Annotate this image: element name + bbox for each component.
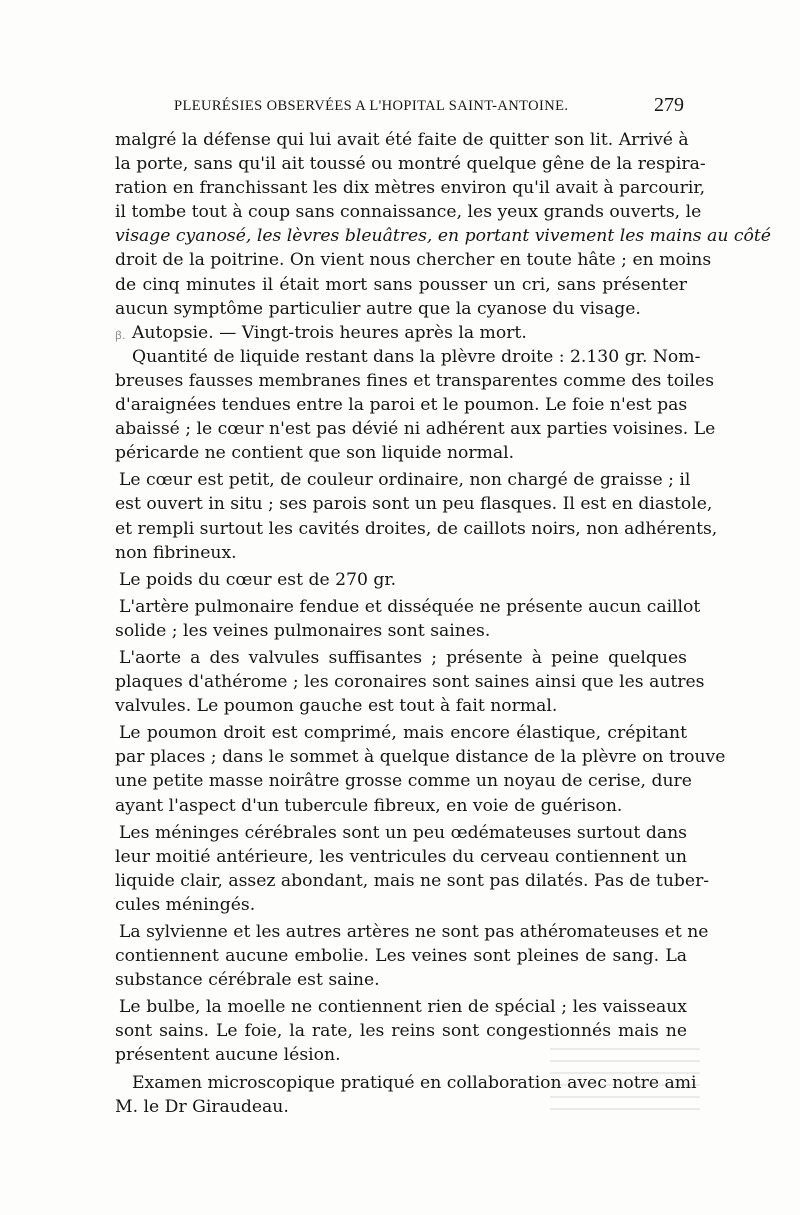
text-line: malgré la défense qui lui avait été faite de quitter son lit. Arrivé à [115, 130, 689, 150]
text-line: il tombe tout à coup sans connaissance, les yeux grands ouverts, le [115, 202, 702, 223]
text-line: péricarde ne contient que son liquide normal. [115, 443, 515, 464]
text-line: d'araignées tendues entre la paroi et le poumon. Le foie n'est pas [115, 395, 688, 416]
text-line: est ouvert in situ ; ses parois sont un peu flasques. Il est en diastole, [115, 494, 713, 515]
text-line: visage cyanosé, les lèvres bleuâtres, en portant vivement les mains au côté [115, 226, 771, 247]
text-line: aucun symptôme particulier autre que la cyanose du visage. [115, 298, 641, 319]
text-line: breuses fausses membranes fines et transparentes comme des toiles [115, 370, 715, 391]
text-line: solide ; les veines pulmonaires sont saines. [115, 620, 491, 641]
text-line: cules méningés. [115, 894, 256, 915]
text-line: contiennent aucune embolie. Les veines sont pleines de sang. La [115, 946, 687, 967]
library-stamp-mark: ꞵ. [115, 329, 126, 342]
text-line: valvules. Le poumon gauche est tout à fait normal. [115, 696, 558, 717]
text-line: Le poids du cœur est de 270 gr. [119, 569, 397, 590]
text-line: M. le Dr Giraudeau. [115, 1096, 289, 1117]
body-text [115, 128, 771, 1119]
text-line: une petite masse noirâtre grosse comme un noyau de cerise, dure [115, 771, 692, 792]
text-line: Le cœur est petit, de couleur ordinaire, non chargé de graisse ; il [119, 470, 691, 491]
text-line: leur moitié antérieure, les ventricules du cerveau contiennent un [115, 846, 687, 867]
text-line: par places ; dans le sommet à quelque distance de la plèvre on trouve [115, 747, 726, 768]
text-line: L'artère pulmonaire fendue et disséquée ne présente aucun caillot [119, 596, 701, 617]
text-line: de cinq minutes il était mort sans pousser un cri, sans présenter [115, 274, 687, 295]
text-line: Quantité de liquide restant dans la plèvre droite : 2.130 gr. Nom- [132, 346, 701, 367]
text-line: la porte, sans qu'il ait toussé ou montré quelque gêne de la respira- [115, 154, 706, 175]
text-line: abaissé ; le cœur n'est pas dévié ni adhérent aux parties voisines. Le [115, 419, 716, 440]
text-line: substance cérébrale est saine. [115, 970, 380, 991]
text-line: Autopsie. — Vingt-trois heures après la mort. [132, 322, 527, 343]
text-line: ration en franchissant les dix mètres environ qu'il avait à parcourir, [115, 178, 706, 199]
text-line: présentent aucune lésion. [115, 1045, 341, 1066]
text-line: sont sains. Le foie, la rate, les reins sont congestionnés mais ne [115, 1021, 687, 1042]
running-header [118, 96, 684, 122]
text-line: et rempli surtout les cavités droites, de caillots noirs, non adhérents, [115, 518, 718, 539]
running-title: PLEURÉSIES OBSERVÉES A L'HOPITAL SAINT-ANTOINE. [174, 98, 569, 114]
text-line: non fibrineux. [115, 542, 237, 563]
text-line: Examen microscopique pratiqué en collaboration avec notre ami [132, 1072, 697, 1093]
paper-show-through [550, 1040, 700, 1110]
text-line: plaques d'athérome ; les coronaires sont saines ainsi que les autres [115, 672, 705, 693]
text-line: liquide clair, assez abondant, mais ne sont pas dilatés. Pas de tuber- [115, 870, 710, 891]
text-line: Le bulbe, la moelle ne contiennent rien de spécial ; les vaisseaux [119, 997, 687, 1018]
text-line: droit de la poitrine. On vient nous chercher en toute hâte ; en moins [115, 250, 712, 271]
text-line: Les méninges cérébrales sont un peu œdémateuses surtout dans [119, 822, 687, 843]
text-line: Le poumon droit est comprimé, mais encore élastique, crépitant [119, 723, 687, 744]
text-line: L'aorte a des valvules suffisantes ; présente à peine quelques [119, 647, 687, 668]
text-line: ayant l'aspect d'un tubercule fibreux, en voie de guérison. [115, 795, 623, 816]
text-line: La sylvienne et les autres artères ne sont pas athéromateuses et ne [119, 922, 709, 942]
page-number: 279 [654, 94, 684, 116]
